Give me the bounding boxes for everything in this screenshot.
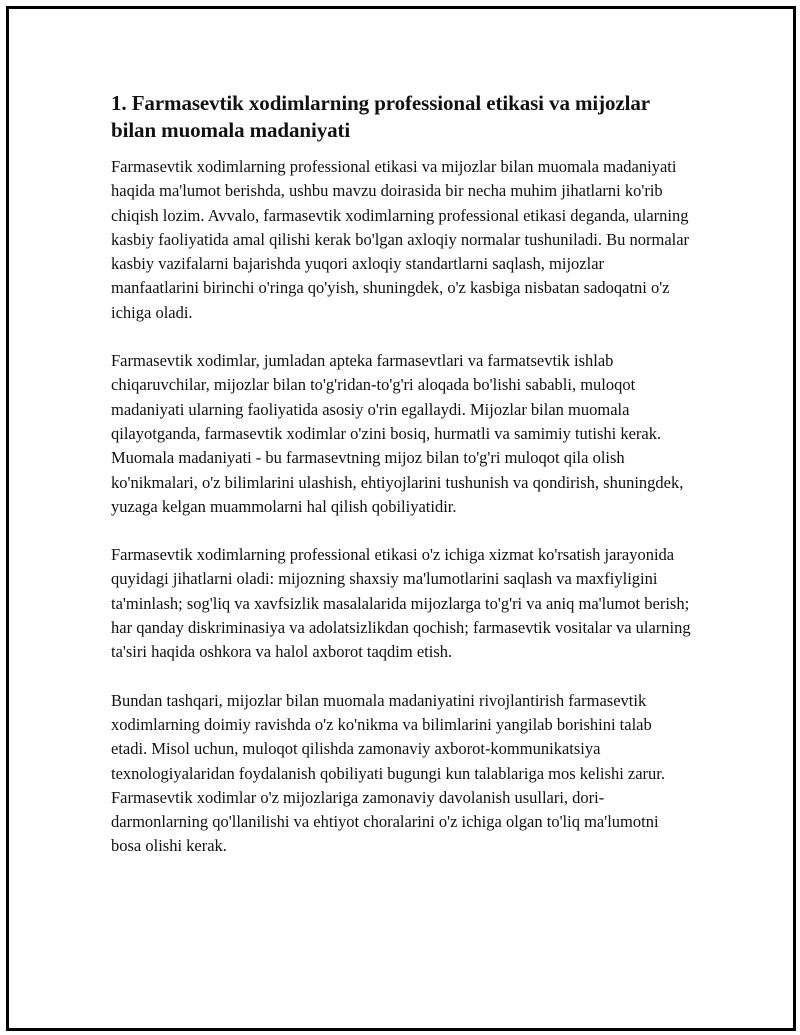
paragraph-3: Farmasevtik xodimlarning professional etikasi o'z ichiga xizmat ko'rsatish jarayonida quyidagi jihatlarni oladi: mijozning shaxsiy ma'lumotlarini saqlash va maxfiyligini ta'minlash; sog'liq va xavfsizlik masalalarida mijozlarga to'g'ri va aniq ma'lumot berish; har qanday diskriminasiya va adolatsizlikdan qochish; farmasevtik vositalar va ularning ta'siri haqida oshkora va halol axborot taqdim etish. [111,545,691,662]
paragraph-2: Farmasevtik xodimlar, jumladan apteka farmasevtlari va farmatsevtik ishlab chiqaruvchilar, mijozlar bilan to'g'ridan-to'g'ri aloqada bo'lishi sababli, muloqot madaniyati ularning faoliyatida asosiy o'rin egallaydi. Mijozlar bilan muomala qilayotganda, farmasevtik xodimlar o'zini bosiq, hurmatli va samimiy tutishi kerak. Muomala madaniyati - bu farmasevtning mijoz bilan to'g'ri muloqot qila olish ko'nikmalari, o'z bilimlarini ulashish, ehtiyojlarini tushunish va qondirish, shuningdek, yuzaga kelgan muammolarni hal qilish qobiliyatidir. [111,351,684,516]
paragraph-1: Farmasevtik xodimlarning professional etikasi va mijozlar bilan muomala madaniyati haqida ma'lumot berishda, ushbu mavzu doirasida bir necha muhim jihatlarni ko'rib chiqish lozim. Avvalo, farmasevtik xodimlarning professional etikasi deganda, ularning kasbiy faoliyatida amal qilishi kerak bo'lgan axloqiy normalar tushuniladi. Bu normalar kasbiy vazifalarni bajarishda yuqori axloqiy standartlarni saqlash, mijozlar manfaatlarini birinchi o'ringa qo'yish, shuningdek, o'z kasbiga nisbatan sadoqatni o'z ichiga oladi. [111,157,690,322]
section-heading: 1. Farmasevtik xodimlarning professional etikasi va mijozlar bilan muomala madaniyati [111,91,650,142]
paragraph-4: Bundan tashqari, mijozlar bilan muomala madaniyatini rivojlantirish farmasevtik xodimlarning doimiy ravishda o'z ko'nikma va bilimlarini yangilab borishini talab etadi. Misol uchun, muloqot qilishda zamonaviy axborot-kommunikatsiya texnologiyalaridan foydalanish qobiliyati bugungi kun talablariga mos kelishi zarur. Farmasevtik xodimlar o'z mijozlariga zamonaviy davolanish usullari, dori-darmonlarning qo'llanilishi va ehtiyot choralarini o'z ichiga olgan to'liq ma'lumotni bosa olishi kerak. [111,690,665,856]
document-body [111,90,691,859]
